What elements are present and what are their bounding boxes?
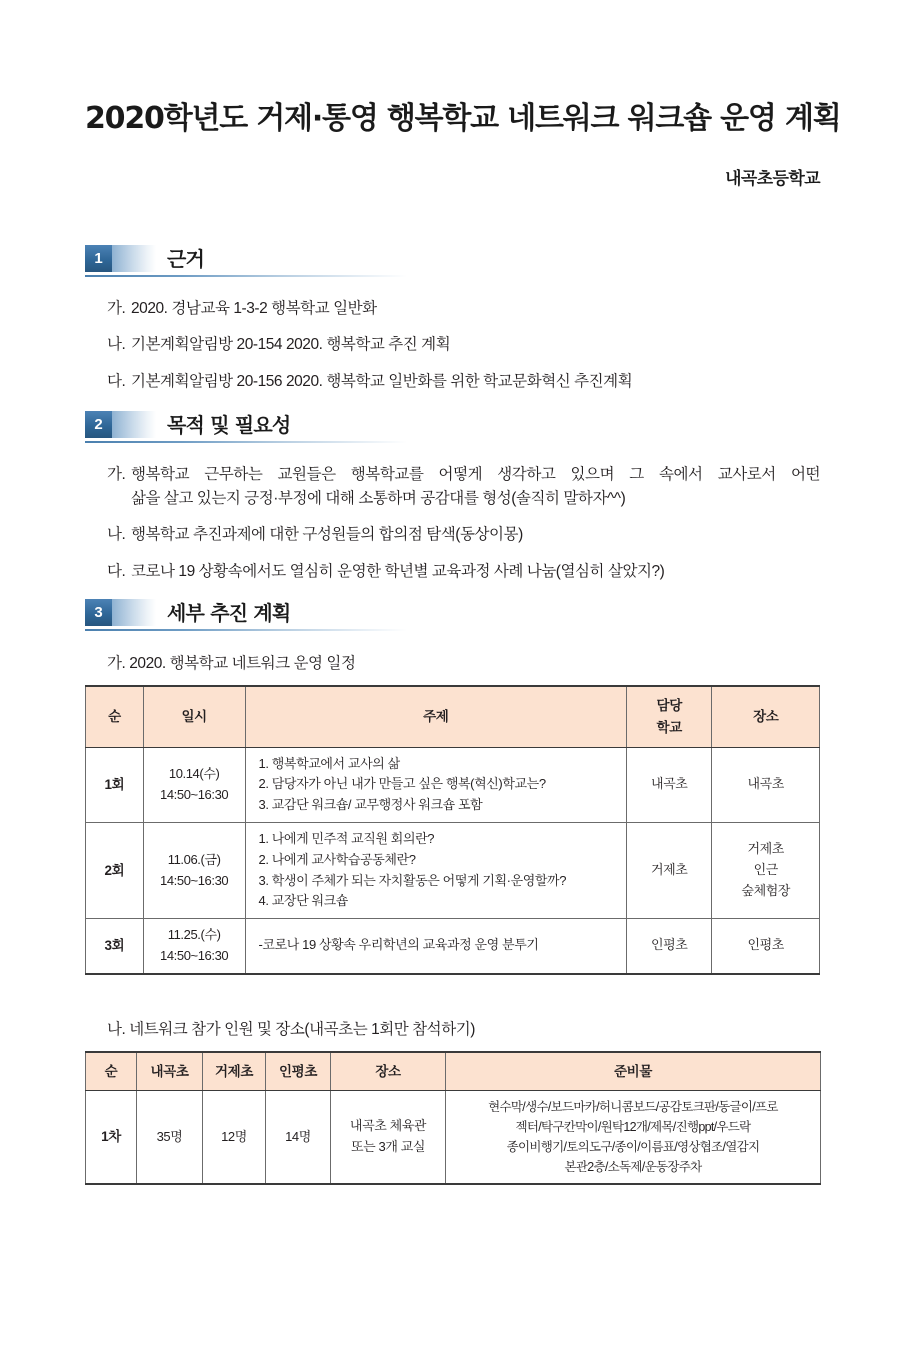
topic-line: 1. 행복학교에서 교사의 삶 [258,755,400,771]
cell-topics [245,919,626,974]
section-2-badge-tail [112,411,156,438]
cell-inpyeong-count: 14명 [266,1091,331,1185]
materials-line: 현수막/생수/보드마카/허니콤보드/공감토크판/동글이/프로 [488,1100,778,1115]
item-marker: 나. [107,336,126,354]
section-1-items [85,297,820,394]
table-row [86,747,820,822]
topic-line: 2. 담당자가 아닌 내가 만들고 싶은 행복(혁신)학교는? [258,776,546,792]
cell-date: 10.14(수) [168,765,220,781]
section-3-underline [85,629,407,631]
section-3-header [85,599,405,633]
cell-naegok-count: 35명 [137,1091,203,1185]
table-row [86,1091,821,1185]
cell-seq: 2회 [86,822,144,918]
table-header-row [86,686,820,747]
section-1-underline [85,275,407,277]
table-row [86,822,820,918]
item-marker: 나. [107,526,126,544]
materials-line: 젝터/탁구칸막이/원탁12개/제목/진행ppt/우드락 [515,1120,751,1135]
item-text-line2: 삶을 살고 있는지 긍정·부정에 대해 소통하며 공감대를 형성(솔직히 말하자^^) [131,489,626,507]
section-1-header [85,245,405,279]
col-header-naegok: 내곡초 [137,1052,203,1091]
item-marker: 다. [107,372,126,390]
participants-table-wrapper [85,1051,820,1186]
cell-place [331,1091,446,1185]
cell-host-school: 인평초 [626,919,712,974]
topic-line: 3. 학생이 주체가 되는 자치활동은 어떻게 기획·운영할까? [258,872,567,888]
place-line: 또는 3개 교실 [350,1139,426,1155]
section-2-underline [85,441,407,443]
place-line: 인근 [753,862,778,878]
col-header-place: 장소 [712,686,820,747]
place-line: 거제초 [747,841,784,857]
section-2-items [85,463,820,583]
cell-place [712,747,820,822]
cell-seq: 3회 [86,919,144,974]
item-text: 행복학교 추진과제에 대한 구성원들의 합의점 탐색(동상이몽) [131,526,523,544]
section-2-title: 목적 및 필요성 [167,413,291,438]
list-item [85,523,820,547]
col-header-host-line1: 담당 [656,698,682,714]
place-line: 숲체험장 [741,882,791,898]
cell-topics [245,747,626,822]
section-2-number: 2 [85,411,112,438]
schedule-table-label: 가. 2020. 행복학교 네트워크 운영 일정 [107,655,356,673]
section-3-number: 3 [85,599,112,626]
item-marker: 가. [107,299,126,317]
section-3 [85,599,820,1185]
cell-place [712,919,820,974]
item-text: 기본계획알림방 20-156 2020. 행복학교 일반화를 위한 학교문화혁신 추진계획 [131,372,633,390]
col-header-datetime: 일시 [143,686,245,747]
section-1-title: 근거 [167,246,205,271]
section-3-title: 세부 추진 계획 [167,601,291,626]
schedule-table [85,685,820,974]
col-header-host-line2: 학교 [656,719,682,735]
document-page [0,86,905,1366]
topic-line: 3. 교감단 워크숍/ 교무행정사 워크숍 포함 [258,797,483,813]
section-1-number: 1 [85,245,112,272]
item-text [131,463,820,510]
section-2-header [85,411,405,445]
item-text: 2020. 경남교육 1-3-2 행복학교 일반화 [131,299,377,317]
cell-place [712,822,820,918]
list-item [85,370,820,394]
section-1 [85,245,820,394]
cell-date: 11.25.(수) [167,927,221,943]
col-header-materials: 준비물 [446,1052,821,1091]
col-header-host-school [626,686,712,747]
cell-seq: 1차 [86,1091,137,1185]
cell-seq: 1회 [86,747,144,822]
cell-host-school: 내곡초 [626,747,712,822]
col-header-place: 장소 [331,1052,446,1091]
topic-line: -코로나 19 상황속 우리학년의 교육과정 운영 분투기 [258,937,539,953]
list-item [85,297,820,321]
school-name: 내곡초등학교 [725,168,820,188]
section-2 [85,411,820,583]
table-row [86,919,820,974]
cell-date: 11.06.(금) [167,851,221,867]
materials-line: 종이비행기/토의도구/종이/이름표/영상협조/열감지 [506,1140,760,1155]
col-header-seq: 순 [86,1052,137,1091]
title-block [85,86,841,150]
cell-materials [446,1091,821,1185]
item-marker: 다. [107,562,126,580]
cell-datetime [143,919,245,974]
place-line: 내곡초 [747,776,784,792]
title-bottom-rule [85,143,820,150]
table-header-row [86,1052,821,1091]
page-title: 2020학년도 거제·통영 행복학교 네트워크 워크숍 운영 계획 [85,101,841,136]
topic-line: 2. 나에게 교사학습공동체란? [258,851,416,867]
col-header-inpyeong: 인평초 [266,1052,331,1091]
item-text: 코로나 19 상황속에서도 열심히 운영한 학년별 교육과정 사례 나눔(열심히 살았지?) [131,562,665,580]
schedule-table-wrapper [85,685,820,974]
cell-time: 14:50~16:30 [160,947,229,963]
participants-table [85,1051,821,1186]
list-item [85,560,820,584]
cell-time: 14:50~16:30 [160,786,229,802]
cell-time: 14:50~16:30 [160,872,229,888]
col-header-topic: 주제 [245,686,626,747]
section-3-badge-tail [112,599,156,626]
place-line: 인평초 [747,937,784,953]
title-top-rule [85,86,820,93]
col-header-seq: 순 [86,686,144,747]
place-line: 내곡초 체육관 [349,1118,427,1134]
topic-line: 4. 교장단 워크숍 [258,893,348,909]
item-marker: 가. [107,466,126,484]
col-header-geoje: 거제초 [203,1052,266,1091]
cell-host-school: 거제초 [626,822,712,918]
cell-datetime [143,747,245,822]
materials-line: 본관2층/소독제/운동장주차 [564,1160,702,1175]
list-item [85,333,820,357]
item-text: 기본계획알림방 20-154 2020. 행복학교 추진 계획 [131,336,451,354]
topic-line: 1. 나에게 민주적 교직원 회의란? [258,830,435,846]
cell-datetime [143,822,245,918]
item-text-line1: 행복학교 근무하는 교원들은 행복학교를 어떻게 생각하고 있으며 그 속에서 교사로서 어떤 [131,466,820,484]
list-item [85,463,820,510]
cell-geoje-count: 12명 [203,1091,266,1185]
participants-table-label: 나. 네트워크 참가 인원 및 장소(내곡초는 1회만 참석하기) [107,1020,475,1038]
cell-topics [245,822,626,918]
section-1-badge-tail [112,245,156,272]
